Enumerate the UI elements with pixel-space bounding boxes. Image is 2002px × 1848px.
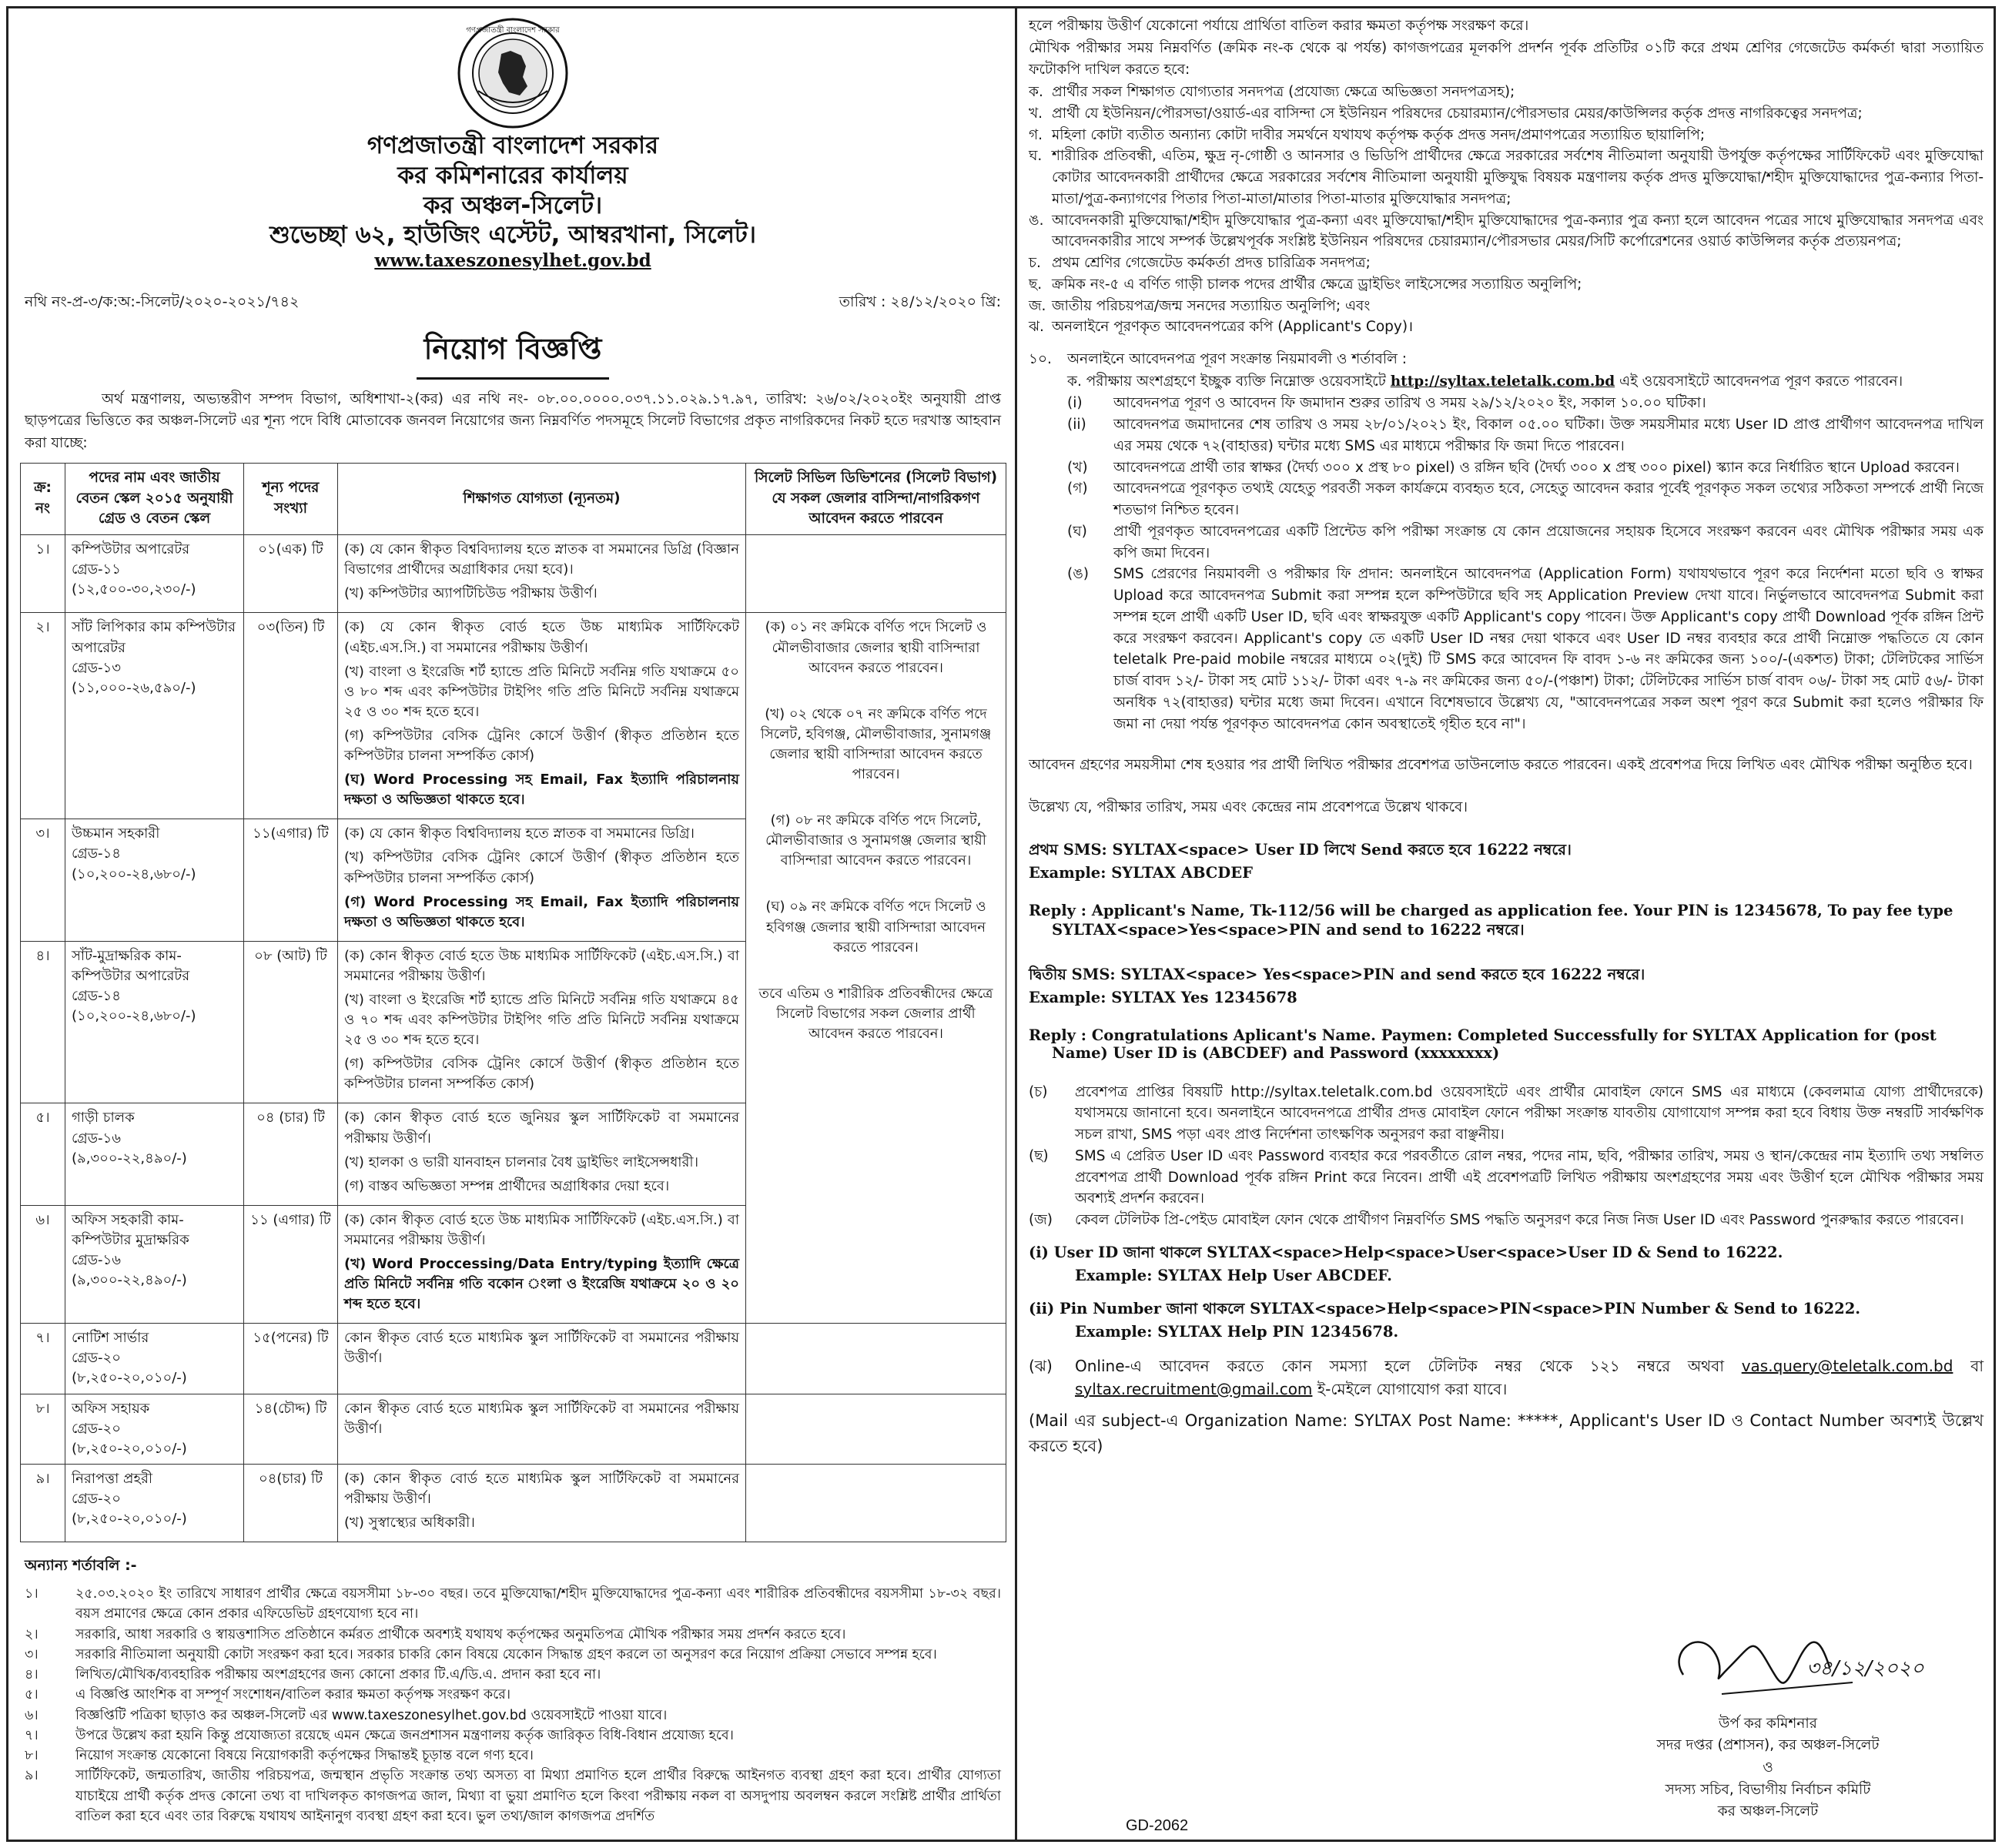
qualification-item: (ঘ) Word Processing সহ Email, Fax ইত্যাদি পরিচালনায় দক্ষতা ও অভিজ্ঞতা থাকতে হবে।: [344, 772, 739, 808]
post-name: অফিস সহকারী কাম-কম্পিউটার মুদ্রাক্ষরিক: [72, 1211, 189, 1248]
sms-second-reply: Reply : Congratulations Aplicant's Name. Paymen: Completed Successfully for SYLTAX Application for (post Name) User ID is (ABCDEF) and Password (xxxxxxxx): [1029, 1026, 1937, 1062]
condition-item: [25, 1584, 1001, 1625]
condition-number: ৮।: [25, 1748, 38, 1764]
signature-block: [1591, 1621, 1945, 1823]
list-text: SMS প্রেরণের নিয়মাবলী ও পরীক্ষার ফি প্রদান: অনলাইনে আবেদনপত্র (Application Form) যথাযথভাবে পূরণ করে নির্দেশনা মতো ছবি ও স্বাক্ষর Upload করে আবেদনপত্র Submit করা সম্পন্ন হলে কম্পিউটারে ছবি সহ Application Preview দেখা যাবে। নির্ভুলভাবে আবেদনপত্র Submit করা সম্পন্ন হলে প্রার্থী একটি User ID, ছবি এবং স্বাক্ষরযুক্ত একটি Applicant's copy পাবেন। উক্ত Applicant's copy প্রার্থী Download পূর্বক রঙ্গিন প্রিন্ট করে সংরক্ষণ করবেন। Applicant's copy তে একটি User ID নম্বর দেয়া থাকবে এবং User ID নম্বর ব্যবহার করে প্রার্থী নিম্নোক্ত পদ্ধতিতে যে কোন teletalk Pre-paid mobile নম্বরের মাধ্যমে ০২(দুই) টি SMS করে আবেদন ফি বাবদ ১-৬ নং ক্রমিকের জন্য ১০০/-(একশত) টাকা; টেলিটকের সার্ভিস চার্জ বাবদ ১২/- টাকা সহ মোট ১১২/- টাকা এবং ৭-৯ নং ক্রমিকের জন্য ৫০/-(পঞ্চাশ) টাকা; টেলিটকের সার্ভিস চার্জ বাবদ ০৬/- টাকা সহ মোট ৫৬/- টাকা অনধিক ৭২(বাহাত্তর) ঘন্টার মধ্যে জমা দিবেন। এখানে বিশেষভাবে উল্লেখ্য যে, "আবেদনপত্রের সকল অংশ পূরণ করে Submit করা হলেও পরীক্ষার ফি জমা না দেয়া পর্যন্ত পূরণকৃত আবেদনপত্র কোন অবস্থাতেই গৃহীত হবে না"।: [1113, 566, 1984, 732]
admit-card-rules-list: [1029, 1082, 1984, 1231]
list-text: আবেদনপত্র জমাদানের শেষ তারিখ ও সময় ২৮/০১/২০২১ ইং, বিকাল ০৫.০০ ঘটিকা। উক্ত সময়সীমার মধ্যে User ID প্রাপ্ত প্রার্থীগণ আবেদনপত্র দাখিল এর সময় থেকে ৭২(বাহাত্তর) ঘন্টার মধ্যে SMS এর মাধ্যমে পরীক্ষার ফি জমা দিতে পারবেন।: [1113, 417, 1984, 454]
qualification-item: (ক) যে কোন স্বীকৃত বোর্ড হতে উচ্চ মাধ্যমিক সার্টিফিকেট (এইচ.এস.সি.) বা সমমানের পরীক্ষায় উত্তীর্ণ।: [344, 619, 739, 656]
eligibility-item: (গ) ০৮ নং ক্রমিকে বর্ণিত পদে সিলেট, মৌলভীবাজার ও সুনামগঞ্জ জেলার স্থায়ী বাসিন্দারা আবেদন করতে পারবেন।: [765, 812, 986, 869]
contact-suffix: ই-মেইলে যোগাযোগ করা যাবে।: [1317, 1379, 1508, 1398]
list-marker: ছ.: [1029, 276, 1043, 293]
cell-post: [65, 613, 244, 819]
admit-rule-item: [1029, 1082, 1984, 1146]
rule-item: [1067, 414, 1984, 457]
exam-info-note: উল্লেখ্য যে, পরীক্ষার তারিখ, সময় এবং কেন্দ্রের নাম প্রবেশপত্রে উল্লেখ থাকবে।: [1029, 799, 1468, 816]
cell-vacancy: ০১(এক) টি: [244, 535, 338, 613]
qualification-item: (খ) কম্পিউটার বেসিক ট্রেনিং কোর্সে উত্তীর্ণ (স্বীকৃত প্রতিষ্ঠান হতে কম্পিউটার চালনা সম্পর্কিত কোর্স): [344, 849, 739, 886]
condition-text: সরকারি নীতিমালা অনুযায়ী কোটা সংরক্ষণ করা হবে। সরকার চাকরি কোন বিষয়ে যেকোন সিদ্ধান্ত গ্রহণ করলে তা অনুসরণ করে নিয়োগ প্রক্রিয়া সেভাবে সম্পন্ন হবে।: [75, 1646, 937, 1662]
post-name: সাঁট-মুদ্রাক্ষরিক কাম-কম্পিউটার অপারেটর: [72, 947, 190, 984]
cell-vacancy: ১১(এগার) টি: [244, 819, 338, 941]
post-scale: (৯,৩০০-২২,৪৯০/-): [72, 1150, 187, 1167]
sms-second-example: Example: SYLTAX Yes 12345678: [1029, 988, 1297, 1006]
document-item: [1029, 125, 1984, 146]
rule-item: [1067, 478, 1984, 521]
list-text: আবেদনপত্র পূরণ ও আবেদন ফি জমাদান শুরুর তারিখ ও সময় ২৯/১২/২০২০ ইং, সকাল ১০.০০ ঘটিকা।: [1113, 395, 1706, 412]
post-grade: গ্রেড-১৩: [72, 659, 121, 676]
condition-text: সরকারি, আধা সরকারি ও স্বায়ত্তশাসিত প্রতিষ্ঠানে কর্মরত প্রার্থীকে অবশ্যই যথাযথ কর্তৃপক্ষের অনুমতিপত্র মৌখিক পরীক্ষার সময় প্রদর্শন করতে হবে।: [75, 1626, 846, 1642]
list-marker: (চ): [1029, 1083, 1048, 1100]
condition-item: [25, 1625, 1001, 1645]
col-header-eligibility: সিলেট সিভিল ডিভিশনের (সিলেট বিভাগ) যে সকল জেলার বাসিন্দা/নাগরিকগণ আবেদন করতে পারবেন: [746, 463, 1006, 534]
cell-sl: ৮।: [21, 1394, 65, 1464]
list-text: অনলাইনে পূরণকৃত আবেদনপত্রের কপি (Applicant's Copy)।: [1052, 319, 1414, 336]
post-grade: গ্রেড-১৪: [72, 987, 121, 1004]
qualification-item: (খ) হালকা ও ভারী যানবাহন চালনার বৈধ ড্রাইভিং লাইসেন্সধারী।: [344, 1153, 699, 1170]
cell-qualification: [338, 1103, 746, 1205]
condition-item: [25, 1665, 1001, 1685]
cell-eligibility-empty: [746, 535, 1006, 613]
section-10-k-prefix: ক. পরীক্ষায় অংশগ্রহণে ইচ্ছুক ব্যক্তি নিম্নোক্ত ওয়েবসাইটে: [1067, 373, 1386, 390]
qualification-item: (খ) Word Proccessing/Data Entry/typing ইত্যাদি ক্ষেত্রে প্রতি মিনিটে সর্বনিম্ন গতি বকোন ংলা ও ইংরেজি যথাক্রমে ২০ ও ২০ শব্দ হতে হবে।: [344, 1256, 739, 1313]
vacancy-table: [20, 463, 1006, 1542]
section-10-k-suffix: এই ওয়েবসাইটে আবেদনপত্র পূরণ করতে পারবেন।: [1619, 373, 1903, 390]
qualification-item: (ক) কোন স্বীকৃত বোর্ড হতে উচ্চ মাধ্যমিক সার্টিফিকেট (এইচ.এস.সি.) বা সমমানের পরীক্ষায় উত্তীর্ণ।: [344, 1211, 739, 1248]
left-column: [20, 15, 1006, 1839]
cell-sl: ১।: [21, 535, 65, 613]
contact-item: [1029, 1354, 1984, 1401]
col-header-vacancy: শূন্য পদের সংখ্যা: [244, 463, 338, 534]
condition-text: বিজ্ঞপ্তিটি পত্রিকা ছাড়াও কর অঞ্চল-সিলেট এর www.taxeszonesylhet.gov.bd ওয়েবসাইটে পাওয়া যাবে।: [75, 1707, 668, 1723]
eligibility-item: (খ) ০২ থেকে ০৭ নং ক্রমিকে বর্ণিত পদে সিলেট, হবিগঞ্জ, মৌলভীবাজার, সুনামগঞ্জ জেলার স্থায়ী বাসিন্দারা আবেদন করতে পারবেন।: [760, 705, 992, 783]
post-name: গাড়ী চালক: [72, 1110, 135, 1127]
table-row: [21, 535, 1006, 613]
condition-number: ৭।: [25, 1727, 38, 1743]
list-text: প্রার্থী যে ইউনিয়ন/পৌরসভা/ওয়ার্ড-এর বাসিন্দা সে ইউনিয়ন পরিষদের চেয়ারম্যান/পৌরসভার মেয়র/কাউন্সিলর কর্তৃক প্রদত্ত নাগরিকত্বের সনদপত্র;: [1052, 105, 1863, 122]
application-rules-list: [1067, 393, 1984, 735]
cell-qualification: [338, 1394, 746, 1464]
list-marker: (ঙ): [1067, 566, 1090, 583]
post-scale: (১১,০০০-২৬,৫৯০/-): [72, 679, 196, 696]
list-text: প্রার্থীর সকল শিক্ষাগত যোগ্যতার সনদপত্র (প্রযোজ্য ক্ষেত্রে অভিজ্ঞতা সনদপত্রসহ);: [1052, 84, 1515, 101]
signatory-office: সদর দপ্তর (প্রশাসন), কর অঞ্চল-সিলেট: [1656, 1737, 1880, 1754]
post-grade: গ্রেড-১৪: [72, 845, 121, 862]
viva-documents-intro: মৌখিক পরীক্ষার সময় নিম্নবর্ণিত (ক্রমিক নং-ক থেকে ঝ পর্যন্ত) কাগজপত্রের মূলকপি প্রদর্শন পূর্বক প্রতিটির ০১টি করে প্রথম শ্রেণির গেজেটেড কর্মকর্তা দ্বারা সত্যায়িত ফটোকপি দাখিল করতে হবে:: [1029, 39, 1984, 79]
qualification-item: (খ) বাংলা ও ইংরেজি শর্ট হ্যান্ডে প্রতি মিনিটে সর্বনিম্ন গতি যথাক্রমে ৫০ ও ৮০ শব্দ এবং কম্পিউটার টাইপিং গতি প্রতি মিনিটে সর্বনিম্ন যথাক্রমে ২৫ ও ৩০ শব্দ হতে হবে।: [344, 663, 739, 720]
cell-sl: ৫।: [21, 1103, 65, 1205]
col-header-sl: ক্র: নং: [21, 463, 65, 534]
sms-first-instruction: প্রথম SMS: SYLTAX<space> User ID লিখে Send করতে হবে 16222 নম্বরে।: [1029, 840, 1572, 859]
section-10-title: অনলাইনে আবেদনপত্র পূরণ সংক্রান্ত নিয়মাবলী ও শর্তাবলি :: [1067, 351, 1408, 368]
svg-text:৩৪/১২/২০২০: ৩৪/১২/২০২০: [1806, 1657, 1924, 1680]
zone-name: কর অঞ্চল-সিলেট।: [423, 191, 603, 219]
document-item: [1029, 103, 1984, 125]
govt-name: গণপ্রজাতন্ত্রী বাংলাদেশ সরকার: [367, 132, 659, 159]
list-marker: জ.: [1029, 297, 1046, 314]
office-address: শুভেচ্ছা ৬২, হাউজিং এস্টেট, আম্বরখানা, সিলেট।: [270, 221, 756, 249]
cell-vacancy: ০৩(তিন) টি: [244, 613, 338, 819]
admit-rule-item: [1029, 1210, 1984, 1231]
cell-eligibility-empty: [746, 1464, 1006, 1542]
admit-rule-item: [1029, 1146, 1984, 1210]
post-grade: গ্রেড-১১: [72, 561, 121, 578]
qualification-item: (খ) সুস্বাস্থ্যের অধিকারী।: [344, 1515, 475, 1532]
gd-number: GD-2062: [1126, 1817, 1189, 1834]
signatory-zone: কর অঞ্চল-সিলেট: [1717, 1803, 1819, 1820]
cell-post: [65, 1205, 244, 1323]
post-scale: (১২,৫০০-৩০,২৩০/-): [72, 581, 196, 598]
post-name: উচ্চমান সহকারী: [72, 825, 160, 842]
list-text: আবেদনপত্রে পূরণকৃত তথ্যই যেহেতু পরবর্তী সকল কার্যক্রমে ব্যবহৃত হবে, সেহেতু আবেদন করার পূর্বেই পূরণকৃত সকল তথ্যের সঠিকতা সম্পর্কে প্রার্থী নিজে শতভাগ নিশ্চিত হবেন।: [1113, 480, 1984, 519]
table-header-row: [21, 463, 1006, 534]
condition-text: ২৫.০৩.২০২০ ইং তারিখে সাধারণ প্রার্থীর ক্ষেত্রে বয়সসীমা ১৮-৩০ বছর। তবে মুক্তিযোদ্ধা/শহীদ মুক্তিযোদ্ধাদের পুত্র-কন্যা এবং শারীরিক প্রতিবন্ধীদের বয়সসীমা ১৮-৩২ বছর। বয়স প্রমাণের ক্ষেত্রে কোন প্রকার এফিডেভিট গ্রহণযোগ্য হবে না।: [75, 1586, 1001, 1622]
recover-pin-instruction: (ii) Pin Number জানা থাকলে SYLTAX<space>Help<space>PIN<space>PIN Number & Send to 16222.: [1029, 1299, 1861, 1317]
signatory-committee: সদস্য সচিব, বিভাগীয় নির্বাচন কমিটি: [1665, 1781, 1871, 1798]
mail-subject-note: (Mail এর subject-এ Organization Name: SYLTAX Post Name: *****, Applicant's User ID ও Contact Number অবশ্যই উল্লেখ করতে হবে): [1029, 1411, 1984, 1455]
post-grade: গ্রেড-২০: [72, 1350, 121, 1367]
rule-item: [1067, 457, 1984, 479]
table-row: [21, 1464, 1006, 1542]
post-name: নিরাপত্তা প্রহরী: [72, 1470, 152, 1487]
right-column: [1029, 15, 1984, 1839]
eligibility-item: (ক) ০১ নং ক্রমিকে বর্ণিত পদে সিলেট ও মৌলভীবাজার জেলার স্থায়ী বাসিন্দারা আবেদন করতে পারবেন।: [765, 619, 987, 676]
cell-qualification: [338, 1324, 746, 1394]
cell-qualification: [338, 1464, 746, 1542]
signatory-and: ও: [1763, 1759, 1773, 1776]
qualification-item: (ক) কোন স্বীকৃত বোর্ড হতে উচ্চ মাধ্যমিক সার্টিফিকেট (এইচ.এস.সি.) বা সমমানের পরীক্ষায় উত্তীর্ণ।: [344, 947, 739, 984]
rule-item: [1067, 521, 1984, 564]
cell-post: [65, 1394, 244, 1464]
other-conditions-title: অন্যান্য শর্তাবলি :-: [25, 1557, 137, 1575]
document-item: [1029, 274, 1984, 296]
post-scale: (৯,৩০০-২২,৪৯০/-): [72, 1272, 187, 1289]
cell-qualification: [338, 819, 746, 941]
post-grade: গ্রেড-১৬: [72, 1252, 121, 1269]
cell-post: [65, 819, 244, 941]
condition-text: এ বিজ্ঞপ্তি আংশিক বা সম্পূর্ণ সংশোধন/বাতিল করার ক্ষমতা কর্তৃপক্ষ সংরক্ষণ করে।: [75, 1687, 511, 1703]
qualification-item: কোন স্বীকৃত বোর্ড হতে মাধ্যমিক স্কুল সার্টিফিকেট বা সমমানের পরীক্ষায় উত্তীর্ণ।: [344, 1330, 739, 1367]
eligibility-item: তবে এতিম ও শারীরিক প্রতিবন্ধীদের ক্ষেত্রে সিলেট বিভাগের সকল জেলার প্রার্থী আবেদন করতে পারবেন।: [758, 985, 993, 1042]
list-text: প্রার্থী পূরণকৃত আবেদনপত্রের একটি প্রিন্টেড কপি পরীক্ষা সংক্রান্ত যে কোন প্রয়োজনের সহায়ক হিসেবে সংরক্ষণ করবেন এবং মৌখিক পরীক্ষার সময় এক কপি জমা দিবেন।: [1113, 523, 1984, 561]
cell-sl: ৭।: [21, 1324, 65, 1394]
cell-sl: ৯।: [21, 1464, 65, 1542]
post-name: কম্পিউটার অপারেটর: [72, 541, 190, 558]
list-marker: ঝ.: [1029, 319, 1044, 336]
eligibility-item: (ঘ) ০৯ নং ক্রমিকে বর্ণিত পদে সিলেট ও হবিগঞ্জ জেলার স্থায়ী বাসিন্দারা আবেদন করতে পারবেন।: [765, 899, 986, 956]
cell-vacancy: ১৪(চৌদ্দ) টি: [244, 1394, 338, 1464]
qualification-item: (গ) কম্পিউটার বেসিক ট্রেনিং কোর্সে উত্তীর্ণ (স্বীকৃত প্রতিষ্ঠান হতে কম্পিউটার চালনা সম্পর্কিত কোর্স): [344, 1056, 739, 1093]
viva-documents-list: [1029, 82, 1984, 338]
qualification-item: (খ) বাংলা ও ইংরেজি শর্ট হ্যান্ডে প্রতি মিনিটে সর্বনিম্ন গতি যথাক্রমে ৪৫ ও ৭০ শব্দ এবং কম্পিউটার টাইপিং গতি প্রতি মিনিটে সর্বনিম্ন যথাক্রমে ২৫ ও ৩০ শব্দ হতে হবে।: [344, 991, 739, 1049]
disqualification-note: হলে পরীক্ষায় উত্তীর্ণ যেকোনো পর্যায়ে প্রার্থিতা বাতিল করার ক্ষমতা কর্তৃপক্ষ সংরক্ষণ করে।: [1029, 18, 1529, 34]
qualification-item: (ক) যে কোন স্বীকৃত বিশ্ববিদ্যালয় হতে স্নাতক বা সমমানের ডিগ্রি।: [344, 825, 695, 842]
qualification-item: (ক) কোন স্বীকৃত বোর্ড হতে জুনিয়র স্কুল সার্টিফিকেট বা সমমানের পরীক্ষায় উত্তীর্ণ।: [344, 1110, 739, 1147]
teletalk-email-link[interactable]: vas.query@teletalk.com.bd: [1741, 1356, 1953, 1375]
memo-number: নথি নং-প্র-৩/ক:অ:-সিলেট/২০২০-২০২১/৭৪২: [25, 293, 300, 310]
list-text: প্রবেশপত্র প্রাপ্তির বিষয়টি http://syltax.teletalk.com.bd ওয়েবসাইটে এবং প্রার্থীর মোবাইল ফোনে SMS এর মাধ্যমে (কেবলমাত্র যোগ্য প্রার্থীদেরকে) যথাসময়ে জানানো হবে। অনলাইনে আবেদনপত্রে প্রার্থীর প্রদত্ত মোবাইল ফোনে পরীক্ষা সংক্রান্ত যাবতীয় যোগাযোগ সম্পন্ন করা হবে বিধায় উক্ত নম্বরটি সার্বক্ষণিক সচল রাখা, SMS পড়া এবং প্রাপ্ত নির্দেশনা তাৎক্ষণিক অনুসরণ করা বাঞ্ছনীয়।: [1075, 1083, 1984, 1143]
qualification-item: (গ) Word Processing সহ Email, Fax ইত্যাদি পরিচালনায় দক্ষতা ও অভিজ্ঞতা থাকতে হবে।: [344, 893, 739, 930]
cell-vacancy: ১৫(পনের) টি: [244, 1324, 338, 1394]
rule-item: [1067, 393, 1984, 414]
post-scale: (১০,২০০-২৪,৬৮০/-): [72, 1008, 196, 1025]
condition-item: [25, 1766, 1001, 1826]
cell-qualification: [338, 941, 746, 1103]
government-seal-icon: [455, 15, 571, 131]
list-marker: (জ): [1029, 1212, 1053, 1229]
qualification-item: (খ) কম্পিউটার অ্যাপটিচিউড পরীক্ষায় উত্তীর্ণ।: [344, 585, 598, 602]
list-text: আবেদনকারী মুক্তিযোদ্ধা/শহীদ মুক্তিযোদ্ধার পুত্র-কন্যা এবং মুক্তিযোদ্ধা/শহীদ মুক্তিযোদ্ধাদের পুত্র-কন্যার পুত্র কন্যা হলে আবেদন পত্রের সাথে মুক্তিযোদ্ধার সনদপত্র এবং আবেদনকারীর সাথে সম্পর্ক উল্লেখপূর্বক সংশ্লিষ্ট ইউনিয়ন পরিষদের চেয়ারম্যান/পৌরসভার মেয়র/সিটি কর্পোরেশনের ওয়ার্ড কাউন্সিলর কর্তৃক প্রত্যয়নপত্র;: [1052, 212, 1984, 250]
list-marker: (ছ): [1029, 1147, 1049, 1164]
memo-date: তারিখ : ২৪/১২/২০২০ খ্রি:: [839, 293, 1001, 310]
letterhead: [20, 131, 1006, 273]
cell-post: [65, 1103, 244, 1205]
list-marker: (খ): [1067, 459, 1088, 476]
cell-post: [65, 941, 244, 1103]
document-item: [1029, 316, 1984, 338]
post-scale: (৮,২৫০-২০,০১০/-): [72, 1440, 187, 1457]
document-item: [1029, 146, 1984, 209]
document-item: [1029, 210, 1984, 253]
list-text: ক্রমিক নং-৫ এ বর্ণিত গাড়ী চালক পদের প্রার্থীর ক্ষেত্রে ড্রাইভিং লাইসেন্সের সত্যায়িত অনুলিপি;: [1052, 276, 1582, 293]
rule-item: [1067, 564, 1984, 735]
cell-vacancy: ০৪ (চার) টি: [244, 1103, 338, 1205]
post-grade: গ্রেড-২০: [72, 1420, 121, 1437]
document-item: [1029, 253, 1984, 274]
cell-vacancy: ০৮ (আট) টি: [244, 941, 338, 1103]
col-header-post: পদের নাম এবং জাতীয় বেতন স্কেল ২০১৫ অনুযায়ী গ্রেড ও বেতন স্কেল: [65, 463, 244, 534]
condition-item: [25, 1685, 1001, 1705]
post-grade: গ্রেড-২০: [72, 1490, 121, 1507]
sms-second-instruction: দ্বিতীয় SMS: SYLTAX<space> Yes<space>PIN and send করতে হবে 16222 নম্বরে।: [1029, 965, 1645, 983]
condition-text: লিখিত/মৌখিক/ব্যবহারিক পরীক্ষায় অংশগ্রহণের জন্য কোনো প্রকার টি.এ/ডি.এ. প্রদান করা হবে না।: [75, 1667, 601, 1683]
condition-item: [25, 1645, 1001, 1665]
recover-pin-example: Example: SYLTAX Help PIN 12345678.: [1075, 1322, 1399, 1341]
qualification-item: (ক) কোন স্বীকৃত বোর্ড হতে মাধ্যমিক স্কুল সার্টিফিকেট বা সমমানের পরীক্ষায় উত্তীর্ণ।: [344, 1470, 739, 1507]
contact-prefix: Online-এ আবেদন করতে কোন সমস্যা হলে টেলিটক নম্বর থেকে ১২১ নম্বরে অথবা: [1075, 1356, 1725, 1375]
page-title: নিয়োগ বিজ্ঞপ্তি: [417, 326, 610, 380]
list-marker: গ.: [1029, 126, 1043, 143]
list-text: প্রথম শ্রেণির গেজেটেড কর্মকর্তা প্রদত্ত চারিত্রিক সনদপত্র;: [1052, 255, 1371, 272]
condition-number: ৫।: [25, 1687, 38, 1703]
list-text: কেবল টেলিটক প্রি-পেইড মোবাইল ফোন থেকে প্রার্থীগণ নিম্নবর্ণিত SMS পদ্ধতি অনুসরণ করে নিজ নিজ User ID এবং Password পুনরুদ্ধার করতে পারবেন।: [1075, 1212, 1964, 1229]
list-text: মহিলা কোটা ব্যতীত অন্যান্য কোটা দাবীর সমর্থনে যথাযথ কর্তৃপক্ষ কর্তৃক প্রদত্ত সনদ/প্রমাণপত্রের সত্যায়িত ছায়ালিপি;: [1052, 126, 1706, 143]
office-website-link[interactable]: www.taxeszonesylhet.gov.bd: [374, 250, 651, 271]
condition-number: ২।: [25, 1626, 38, 1642]
sms-first-reply: Reply : Applicant's Name, Tk-112/56 will be charged as application fee. Your PIN is 12345678, To pay fee type SYLTAX<space>Yes<space>PIN and send to 16222 নম্বরে।: [1029, 901, 1953, 939]
list-marker: চ.: [1029, 255, 1041, 272]
condition-item: [25, 1726, 1001, 1746]
intro-paragraph: অর্থ মন্ত্রণালয়, অভ্যন্তরীণ সম্পদ বিভাগ, অধিশাখা-২(কর) এর নথি নং- ০৮.০০.০০০০.০৩৭.১১.০২৯.১৭.৯৭, তারিখ: ২৬/০২/২০২০ইং অনুযায়ী প্রাপ্ত ছাড়পত্রের ভিত্তিতে কর অঞ্চল-সিলেট এর শূন্য পদে বিধি মোতাবেক জনবল নিয়োগের জন্য নিম্নবর্ণিত পদসমূহে সিলেট বিভাগের প্রকৃত নাগরিকদের নিকট হতে দরখাস্ত আহবান করা যাচ্ছে:: [25, 390, 1001, 452]
post-scale: (৮,২৫০-২০,০১০/-): [72, 1370, 187, 1387]
cell-post: [65, 535, 244, 613]
document-item: [1029, 296, 1984, 317]
signature-icon: [1652, 1621, 1924, 1706]
list-marker: খ.: [1029, 105, 1043, 122]
cell-sl: ২।: [21, 613, 65, 819]
post-name: সাঁট লিপিকার কাম কম্পিউটার অপারেটর: [72, 619, 236, 656]
list-marker: (ঘ): [1067, 523, 1087, 540]
qualification-item: (গ) কম্পিউটার বেসিক ট্রেনিং কোর্সে উত্তীর্ণ (স্বীকৃত প্রতিষ্ঠান হতে কম্পিউটার চালনা সম্পর্কিত কোর্স): [344, 727, 739, 765]
list-text: আবেদনপত্রে প্রার্থী তার স্বাক্ষর (দৈর্ঘ্য ৩০০ x প্রস্থ ৮০ pixel) ও রঙ্গিন ছবি (দৈর্ঘ্য ৩০০ x প্রস্থ ৩০০ pixel) স্ক্যান করে নির্ধারিত স্থানে Upload করবেন।: [1113, 459, 1960, 476]
recover-user-id-example: Example: SYLTAX Help User ABCDEF.: [1075, 1266, 1392, 1284]
table-row: [21, 1394, 1006, 1464]
cell-eligibility-empty: [746, 1394, 1006, 1464]
office-name: কর কমিশনারের কার্যালয়: [397, 161, 628, 189]
list-marker: ক.: [1029, 84, 1043, 101]
list-text: শারীরিক প্রতিবন্ধী, এতিম, ক্ষুদ্র নৃ-গোষ্ঠী ও আনসার ও ভিডিপি প্রার্থীদের ক্ষেত্রে সরকারের সর্বশেষ নীতিমালা অনুযায়ী উপর্যুক্ত কর্তৃপক্ষের সার্টিফিকেট এবং মুক্তিযোদ্ধা কোটার আবেদনকারী প্রার্থীদের ক্ষেত্রে সরকারের সর্বশেষ নীতিমালা অনুযায়ী মুক্তিযুদ্ধ বিষয়ক মন্ত্রণালয় কর্তৃক প্রদত্ত মুক্তিযোদ্ধা/শহীদ মুক্তিযোদ্ধাদের পুত্র-কন্যার পিতা-মাতা/পুত্র-কন্যাগণের পিতার পিতা-মাতা/মাতার পিতা-মাতার মুক্তিযোদ্ধার সনদপত্র;: [1052, 148, 1984, 207]
contact-or: বা: [1970, 1356, 1984, 1375]
reference-row: [20, 291, 1006, 316]
contact-marker: (ঝ): [1029, 1356, 1053, 1375]
other-conditions-list: [25, 1584, 1001, 1826]
table-row: [21, 613, 1006, 819]
col-header-qualification: শিক্ষাগত যোগ্যতা (ন্যূনতম): [338, 463, 746, 534]
cell-qualification: [338, 535, 746, 613]
signatory-title: উর্প কর কমিশনার: [1719, 1715, 1817, 1732]
cell-sl: ৬।: [21, 1205, 65, 1323]
post-name: অফিস সহায়ক: [72, 1400, 150, 1417]
list-text: জাতীয় পরিচয়পত্র/জন্ম সনদের সত্যায়িত অনুলিপি; এবং: [1052, 297, 1371, 314]
cell-eligibility: [746, 613, 1006, 1324]
svg-text:গণপ্রজাতন্ত্রী বাংলাদেশ সরকার: গণপ্রজাতন্ত্রী বাংলাদেশ সরকার: [466, 26, 560, 35]
condition-text: সার্টিফিকেট, জন্মতারিখ, জাতীয় পরিচয়পত্র, জন্মস্থান প্রভৃতি সংক্রান্ত তথ্য অসত্য বা মিথ্যা প্রমাণিত হলে প্রার্থীর বিরুদ্ধে আইনগত ব্যবস্থা গ্রহণ করা হবে। প্রার্থীর যোগ্যতা যাচাইয়ে প্রার্থী কর্তৃক প্রদত্ত কোনো তথ্য বা দাখিলকৃত কাগজপত্র জাল, মিথ্যা বা ভুয়া প্রমাণিত হলে কিংবা পরীক্ষায় নকল বা অসদুপায় অবলম্বন করলে সংশ্লিষ্ট প্রার্থীর প্রার্থিতা বাতিল করা হবে এবং তার বিরুদ্ধে যথাযথ আইনানুগ ব্যবস্থা গ্রহণ করা হবে। ভুল তথ্য/জাল কাগজপত্র প্রদর্শিত: [75, 1768, 1001, 1824]
condition-number: ১।: [25, 1586, 38, 1602]
list-marker: ঘ.: [1029, 148, 1043, 165]
condition-item: [25, 1706, 1001, 1726]
condition-number: ৩।: [25, 1646, 38, 1662]
cell-vacancy: ০৪(চার) টি: [244, 1464, 338, 1542]
section-10-number: ১০.: [1029, 351, 1052, 368]
list-marker: (গ): [1067, 480, 1088, 497]
cell-post: [65, 1464, 244, 1542]
column-divider: [1015, 6, 1017, 1842]
admit-card-note: আবেদন গ্রহণের সময়সীমা শেষ হওয়ার পর প্রার্থী লিখিত পরীক্ষার প্রবেশপত্র ডাউনলোড করতে পারবেন। একই প্রবেশপত্র দিয়ে লিখিত এবং মৌখিক পরীক্ষা অনুষ্ঠিত হবে।: [1029, 757, 1973, 774]
condition-number: ৯।: [25, 1768, 38, 1784]
qualification-item: কোন স্বীকৃত বোর্ড হতে মাধ্যমিক স্কুল সার্টিফিকেট বা সমমানের পরীক্ষায় উত্তীর্ণ।: [344, 1400, 739, 1437]
cell-sl: ৩।: [21, 819, 65, 941]
qualification-item: (ক) যে কোন স্বীকৃত বিশ্ববিদ্যালয় হতে স্নাতক বা সমমানের ডিগ্রি (বিজ্ঞান বিভাগের প্রার্থীদের অগ্রাধিকার দেয়া হবে)।: [344, 541, 739, 578]
recover-user-id-instruction: (i) User ID জানা থাকলে SYLTAX<space>Help<space>User<space>User ID & Send to 16222.: [1029, 1243, 1783, 1261]
post-scale: (১০,২০০-২৪,৬৮০/-): [72, 865, 196, 882]
sms-first-example: Example: SYLTAX ABCDEF: [1029, 863, 1253, 882]
post-grade: গ্রেড-১৬: [72, 1130, 121, 1147]
cell-sl: ৪।: [21, 941, 65, 1103]
document-item: [1029, 82, 1984, 103]
cell-eligibility-empty: [746, 1324, 1006, 1394]
condition-number: ৬।: [25, 1707, 38, 1723]
recruitment-email-link[interactable]: syltax.recruitment@gmail.com: [1075, 1379, 1313, 1398]
apply-website-link[interactable]: http://syltax.teletalk.com.bd: [1390, 373, 1615, 390]
section-10: [1029, 349, 1984, 735]
table-row: [21, 1324, 1006, 1394]
cell-qualification: [338, 613, 746, 819]
list-marker: ঙ.: [1029, 212, 1044, 229]
condition-text: উপরে উল্লেখ করা হয়নি কিন্তু প্রযোজ্যতা রয়েছে এমন ক্ষেত্রে জনপ্রশাসন মন্ত্রণালয় কর্তৃক জারিকৃত বিধি-বিধান প্রযোজ্য হবে।: [75, 1727, 734, 1743]
list-text: SMS এ প্রেরিত User ID এবং Password ব্যবহার করে পরবর্তীতে রোল নম্বর, পদের নাম, ছবি, পরীক্ষার তারিখ, সময় ও স্থান/কেন্দ্রের নাম ইত্যাদি তথ্য সম্বলিত প্রবেশপত্র প্রার্থী Download পূর্বক রঙ্গিন Print করে নিবেন। প্রার্থী এই প্রবেশপত্রটি লিখিত পরীক্ষায় অংশগ্রহণের সময় এবং উত্তীর্ণ হলে মৌখিক পরীক্ষার সময় অবশ্যই প্রদর্শন করবেন।: [1075, 1147, 1984, 1207]
qualification-item: (গ) বাস্তব অভিজ্ঞতা সম্পন্ন প্রার্থীদের অগ্রাধিকার দেয়া হবে।: [344, 1177, 670, 1194]
post-name: নোটিশ সার্ভার: [72, 1330, 149, 1347]
cell-qualification: [338, 1205, 746, 1323]
post-scale: (৮,২৫০-২০,০১০/-): [72, 1511, 187, 1528]
cell-post: [65, 1324, 244, 1394]
condition-item: [25, 1746, 1001, 1766]
cell-vacancy: ১১ (এগার) টি: [244, 1205, 338, 1323]
condition-number: ৪।: [25, 1667, 38, 1683]
list-marker: (ii): [1067, 417, 1086, 434]
condition-text: নিয়োগ সংক্রান্ত যেকোনো বিষয়ে নিয়োগকারী কর্তৃপক্ষের সিদ্ধান্তই চূড়ান্ত বলে গণ্য হবে।: [75, 1748, 534, 1764]
list-marker: (i): [1067, 395, 1083, 412]
